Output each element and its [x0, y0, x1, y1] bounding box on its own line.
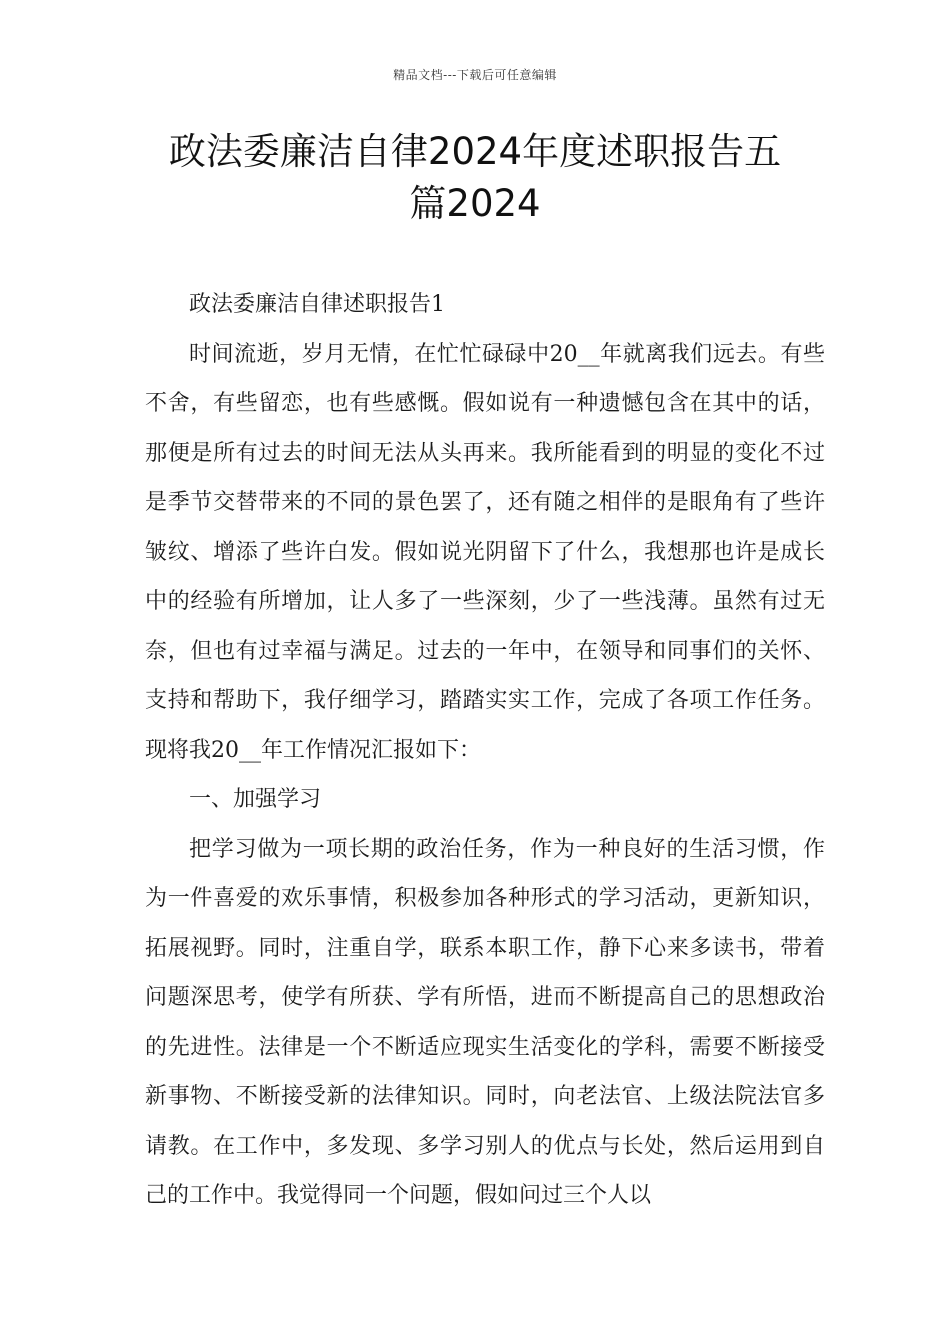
header-note: 精品文档---下载后可任意编辑 [393, 68, 557, 82]
body-paragraph: 时间流逝，岁月无情，在忙忙碌碌中20__年就离我们远去。有些不舍，有些留恋，也有些感慨。假如说有一种遗憾包含在其中的话，那便是所有过去的时间无法从头再来。我所能看到的明显的变化不过是季节交替带来的不同的景色罢了，还有随之相伴的是眼角有了些许皱纹、增添了些许白发。假如说光阴留下了什么，我想那也许是成长中的经验有所增加，让人多了一些深刻，少了一些浅薄。虽然有过无奈，但也有过幸福与满足。过去的一年中，在领导和同事们的关怀、支持和帮助下，我仔细学习，踏踏实实工作，完成了各项工作任务。现将我20__年工作情况汇报如下： [145, 341, 825, 763]
body-paragraph: 把学习做为一项长期的政治任务，作为一种良好的生活习惯，作为一件喜爱的欢乐事情，积极参加各种形式的学习活动，更新知识，拓展视野。同时，注重自学，联系本职工作，静下心来多读书，带着问题深思考，使学有所获、学有所悟，进而不断提高自己的思想政治的先进性。法律是一个不断适应现实生活变化的学科，需要不断接受新事物、不断接受新的法律知识。同时，向老法官、上级法院法官多请教。在工作中，多发现、多学习别人的优点与长处，然后运用到自己的工作中。我觉得同一个问题，假如问过三个人以 [145, 836, 825, 1208]
document-title [120, 126, 830, 230]
section-heading: 政法委廉洁自律述职报告1 [189, 292, 445, 317]
title-line-1: 政法委廉洁自律2024年度述职报告五 [168, 130, 782, 173]
title-line-2: 篇2024 [409, 182, 541, 225]
section-heading: 一、加强学习 [189, 787, 322, 812]
document-body [145, 280, 825, 1221]
